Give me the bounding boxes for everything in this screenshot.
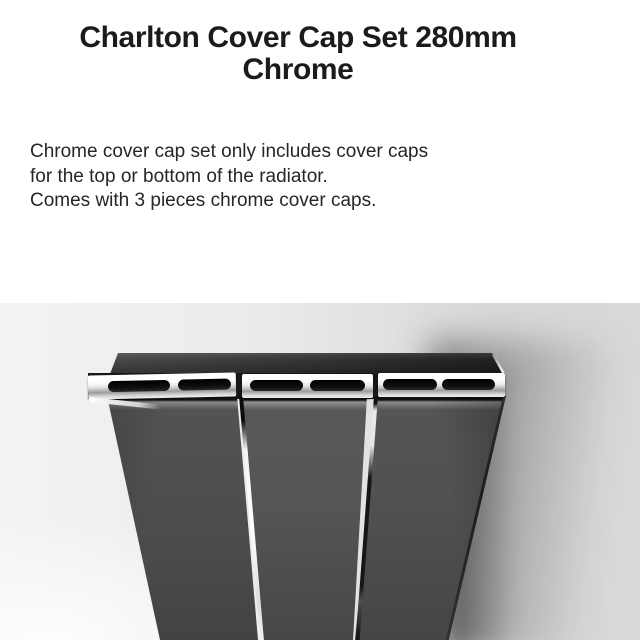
cap-slot: [178, 379, 231, 391]
cap-slot: [383, 379, 437, 390]
description-line: Chrome cover cap set only includes cover caps: [30, 141, 429, 162]
product-title-line2: Chrome: [242, 53, 354, 86]
cap-slot: [310, 380, 365, 391]
description-line: Comes with 3 pieces chrome cover caps.: [30, 190, 377, 211]
product-title: [0, 0, 640, 86]
chrome-cover-cap-1: [88, 372, 236, 399]
product-image: [0, 303, 640, 640]
product-title-line1: Charlton Cover Cap Set 280mm: [79, 21, 517, 54]
chrome-cover-cap-3: [378, 373, 505, 397]
product-description: [30, 140, 428, 214]
description-line: for the top or bottom of the radiator.: [30, 165, 328, 187]
radiator-top-face: [110, 353, 503, 374]
chrome-cover-cap-2: [242, 374, 373, 398]
cap-slot: [108, 380, 170, 392]
cap-slot: [442, 379, 495, 390]
radiator-panel-2: [243, 396, 367, 640]
cap-slot: [250, 380, 303, 391]
